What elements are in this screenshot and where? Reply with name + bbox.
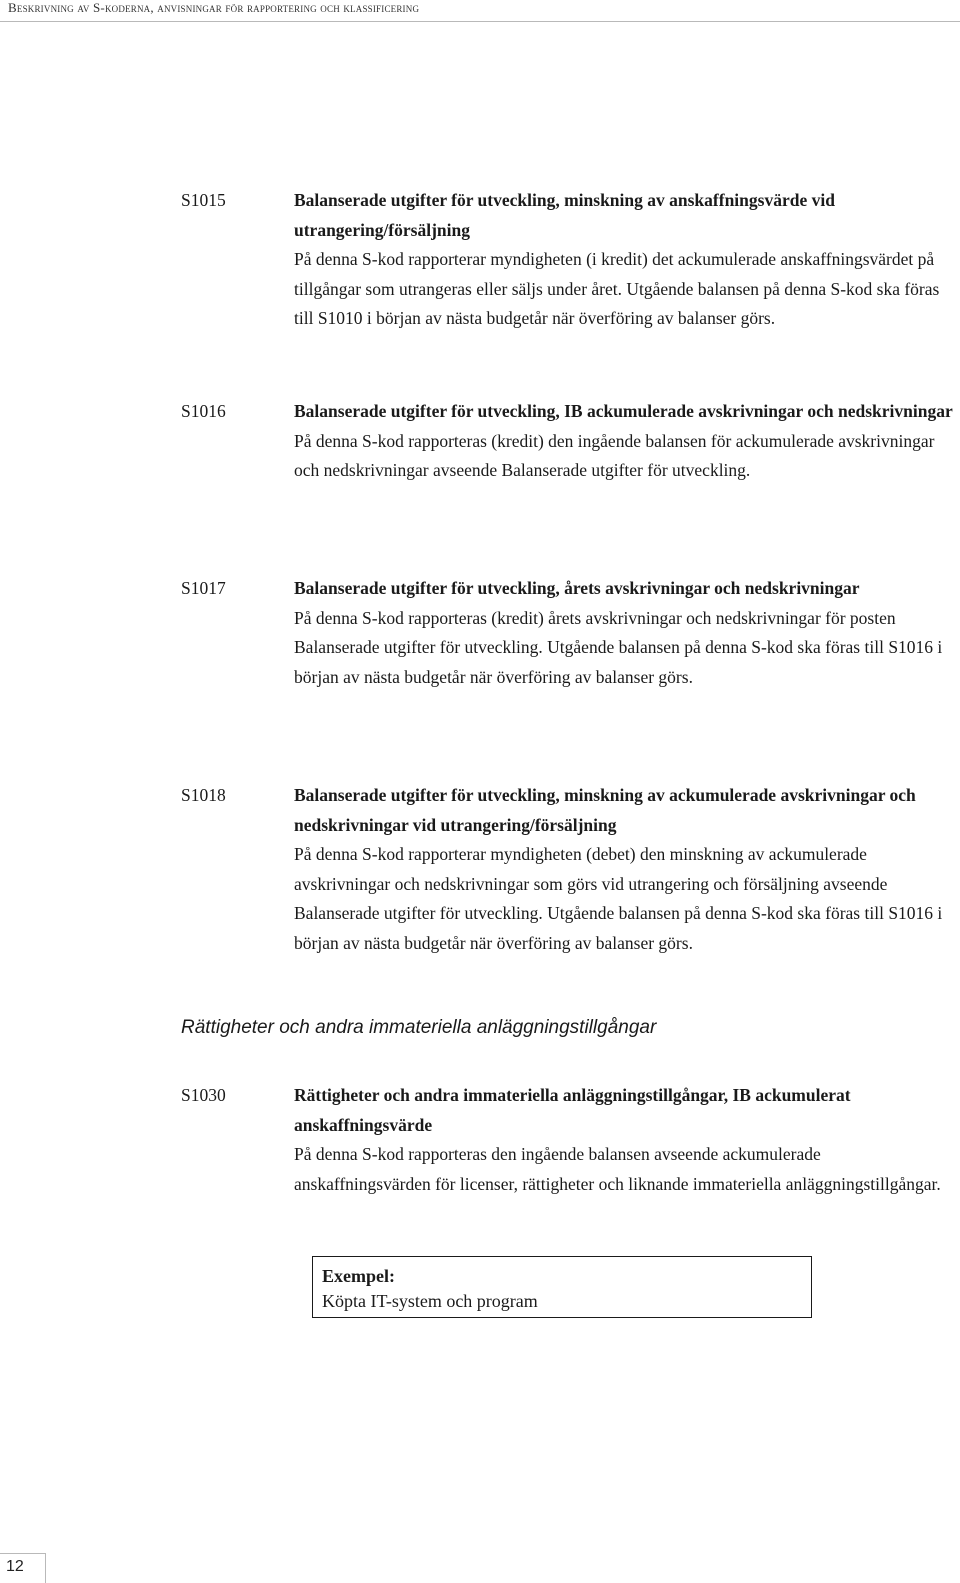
example-text: Köpta IT-system och program	[322, 1291, 538, 1311]
entry-description: På denna S-kod rapporterar myndigheten (debet) den minskning av ackumulerade avskrivningar och nedskrivningar som görs vid utrangering och försäljning avseende Balanserade utgifter för utveckling. Utgående balansen på denna S-kod ska föras till S1016 i början av nästa budgetår när överföring av balanser görs.	[294, 844, 943, 953]
entry-body	[294, 1081, 954, 1199]
entry-body	[294, 186, 954, 334]
section-heading: Rättigheter och andra immateriella anläggningstillgångar	[181, 1017, 657, 1038]
entry-title: Balanserade utgifter för utveckling, minskning av ackumulerade avskrivningar och nedskrivningar vid utrangering/försäljning	[294, 785, 916, 835]
entry-body	[294, 781, 954, 959]
entry-code: S1018	[181, 785, 226, 805]
entry-title: Balanserade utgifter för utveckling, årets avskrivningar och nedskrivningar	[294, 578, 860, 598]
entry-title: Balanserade utgifter för utveckling, IB ackumulerade avskrivningar och nedskrivningar	[294, 401, 953, 421]
entry-body	[294, 574, 954, 692]
entry-code: S1016	[181, 401, 226, 421]
example-box	[312, 1256, 812, 1318]
entry-title: Rättigheter och andra immateriella anläggningstillgångar, IB ackumulerat anskaffningsvärde	[294, 1085, 851, 1135]
entry-code: S1017	[181, 578, 226, 598]
entry-description: På denna S-kod rapporteras den ingående balansen avseende ackumulerade anskaffningsvärden för licenser, rättigheter och liknande immateriella anläggningstillgångar.	[294, 1144, 941, 1194]
header-divider	[0, 21, 960, 22]
entry-body	[294, 397, 954, 486]
entry-code: S1030	[181, 1085, 226, 1105]
running-header: Beskrivning av S-koderna, anvisningar för rapportering och klassificering	[8, 0, 420, 15]
entry-description: På denna S-kod rapporterar myndigheten (i kredit) det ackumulerade anskaffningsvärdet på tillgångar som utrangeras eller säljs under året. Utgående balansen på denna S-kod ska föras till S1010 i början av nästa budgetår när överföring av balanser görs.	[294, 249, 940, 329]
entry-code: S1015	[181, 190, 226, 210]
entry-description: På denna S-kod rapporteras (kredit) årets avskrivningar och nedskrivningar för posten Balanserade utgifter för utveckling. Utgående balansen på denna S-kod ska föras till S1016 i början av nästa budgetår när överföring av balanser görs.	[294, 607, 943, 687]
entry-title: Balanserade utgifter för utveckling, minskning av anskaffningsvärde vid utrangering/försäljning	[294, 190, 835, 240]
page-number: 12	[0, 1553, 46, 1583]
example-label: Exempel:	[322, 1266, 395, 1286]
entry-description: På denna S-kod rapporteras (kredit) den ingående balansen för ackumulerade avskrivningar och nedskrivningar avseende Balanserade utgifter för utveckling.	[294, 430, 935, 481]
